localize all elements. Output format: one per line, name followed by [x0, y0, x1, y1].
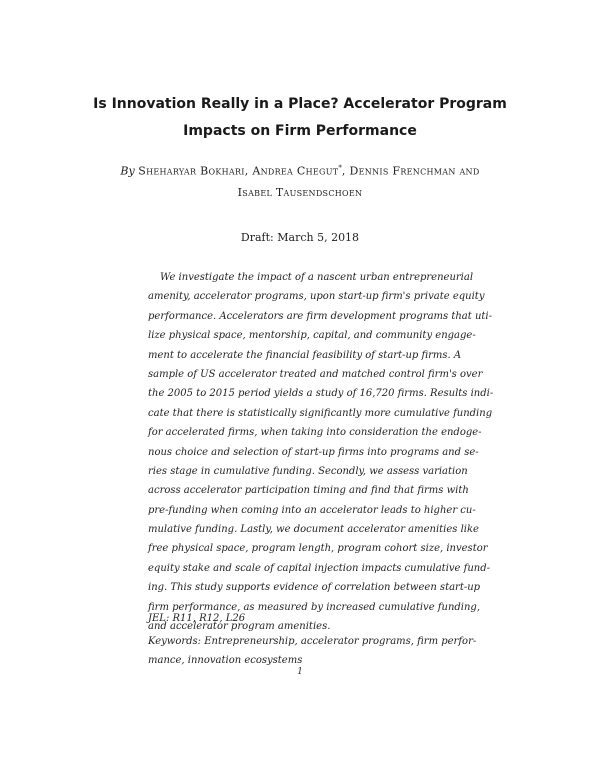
abstract-line: ries stage in cumulative funding. Secondly, we assess variation — [148, 465, 468, 477]
author-names-rest: , Dennis Frenchman and — [341, 164, 480, 178]
abstract-line: firm performance, as measured by increased cumulative funding, — [148, 601, 481, 613]
abstract-line: across accelerator participation timing and find that firms with — [148, 485, 469, 497]
draft-date: Draft: March 5, 2018 — [240, 231, 360, 244]
author-footnote-mark: * — [338, 164, 342, 172]
abstract-line: cate that there is statistically significantly more cumulative funding — [148, 407, 493, 419]
abstract-line: sample of US accelerator treated and matched control firm's over — [148, 368, 483, 380]
abstract-line: We investigate the impact of a nascent urban entrepreneurial — [160, 272, 474, 283]
abstract-line: ing. This study supports evidence of correlation between start-up — [148, 582, 481, 594]
paper-title-line-1: Is Innovation Really in a Place? Accelerator Program — [93, 96, 507, 112]
abstract-line: equity stake and scale of capital injection impacts cumulative fund- — [148, 562, 491, 574]
keywords-line-2: mance, innovation ecosystems — [148, 655, 303, 666]
abstract-line: ment to accelerate the financial feasibility of start-up firms. A — [148, 349, 462, 361]
abstract — [148, 268, 494, 636]
abstract-line: performance. Accelerators are firm development programs that uti- — [148, 310, 492, 322]
author-line-2: Isabel Tausendschoen — [237, 186, 363, 199]
keywords-line-1: Keywords: Entrepreneurship, accelerator programs, firm perfor- — [148, 636, 477, 647]
author-names: Sheharyar Bokhari, Andrea Chegut — [138, 164, 339, 178]
abstract-line: free physical space, program length, program cohort size, investor — [148, 543, 488, 555]
keywords — [148, 632, 477, 670]
by-label: By — [120, 164, 135, 178]
abstract-line: the 2005 to 2015 period yields a study of 16,720 firms. Results indi- — [148, 388, 494, 400]
abstract-line: and accelerator program amenities. — [148, 621, 331, 633]
author-line-1 — [40, 164, 560, 178]
abstract-line: amenity, accelerator programs, upon start-up firm's private equity — [148, 291, 485, 303]
jel-codes: JEL: R11, R12, L26 — [148, 613, 246, 624]
abstract-line: nous choice and selection of start-up firms into programs and se- — [148, 446, 479, 458]
paper-title-line-2: Impacts on Firm Performance — [183, 123, 417, 139]
abstract-line: for accelerated firms, when taking into consideration the endoge- — [148, 427, 482, 439]
abstract-line: lize physical space, mentorship, capital, and community engage- — [148, 330, 476, 342]
page-number: 1 — [297, 667, 303, 677]
abstract-line: pre-funding when coming into an accelerator leads to higher cu- — [148, 504, 476, 516]
abstract-line: mulative funding. Lastly, we document accelerator amenities like — [148, 524, 479, 536]
